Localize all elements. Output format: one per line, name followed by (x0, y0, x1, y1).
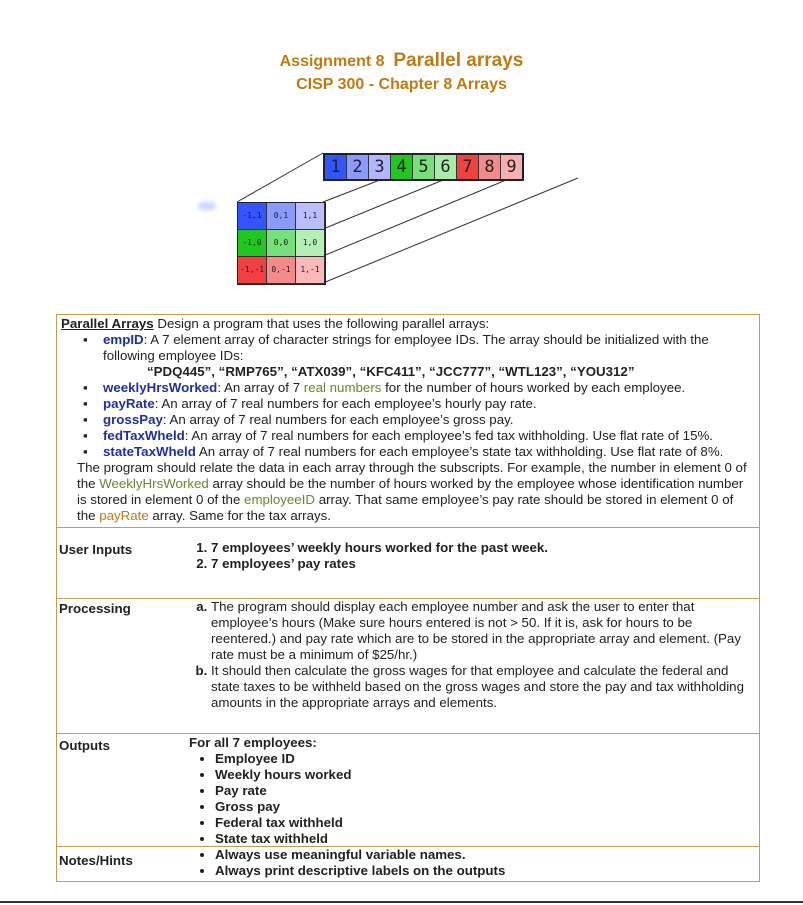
blue-smudge (198, 202, 216, 210)
weekly-keyword: weeklyHrsWorked (103, 380, 218, 395)
grid-cell: 1,-1 (296, 257, 325, 284)
processing-section (57, 599, 759, 734)
array-cell: 7 (457, 155, 479, 179)
one-dimensional-array (323, 153, 524, 181)
parallel-arrays-section (57, 315, 759, 528)
para-c: array. That same employee’s pay rate should be stored in element 0 of the (77, 492, 734, 523)
empid-description: : A 7 element array of character strings for employee IDs. The array should be initialized with the following employee IDs: (103, 332, 709, 363)
grosspay-keyword: grossPay (103, 412, 163, 427)
list-item: • Gross pay (215, 799, 759, 815)
employee-ids: “PDQ445”, “RMP765”, “ATX039”, “KFC411”, “JCC777”, “WTL123”, “YOU312” (147, 364, 635, 379)
weekly-highlight: real numbers (303, 380, 382, 395)
array-cell: 3 (369, 155, 391, 179)
outputs-section (57, 734, 759, 847)
assignment-table (56, 314, 760, 882)
notes-list (189, 847, 759, 879)
notes-label: Notes/Hints (59, 853, 133, 868)
assignment-number: Assignment 8 (279, 53, 385, 70)
weekly-desc-a: : An array of 7 (217, 380, 304, 395)
para-a: The program should relate the data in each array through the subscripts. For example, the number in element 0 of the (77, 460, 747, 491)
notes-section (57, 847, 759, 881)
array-cell: 1 (325, 155, 347, 179)
statetax-keyword: stateTaxWheld (103, 444, 196, 459)
user-inputs-label: User Inputs (59, 542, 133, 557)
grid-cell: 0,-1 (267, 257, 296, 284)
fedtax-keyword: fedTaxWheld (103, 428, 185, 443)
list-item: a. The program should display each employee number and ask the user to enter that employee’s hours (Make sure hours entered is not > 50. If it is, ask for hours to be reentered.) and pay rate which are to be stored in the appropriate array and element. (Pay rate must be a minimum of $25/hr.) (211, 599, 759, 663)
list-item (83, 332, 755, 380)
user-inputs-list (189, 540, 759, 572)
para-b: array should be the number of hours worked by the employee whose identification number is stored in element 0 of the (77, 476, 744, 507)
user-inputs-section (57, 528, 759, 599)
assignment-topic: Parallel arrays (393, 50, 524, 71)
list-item (83, 396, 755, 412)
list-item: • Federal tax withheld (215, 815, 759, 831)
array-cell: 2 (347, 155, 369, 179)
list-item: • Weekly hours worked (215, 767, 759, 783)
grid-cell: 0,0 (267, 230, 296, 257)
list-item: • Always print descriptive labels on the outputs (215, 863, 759, 879)
outputs-content (189, 734, 759, 846)
grid-cell: -1,-1 (238, 257, 267, 284)
weekly-desc-b: for the number of hours worked by each employee. (381, 380, 686, 395)
statetax-description: An array of 7 real numbers for each employee’s state tax withholding. Use flat rate of 8%. (195, 444, 724, 459)
outputs-heading: For all 7 employees: (189, 735, 317, 750)
array-cell: 8 (479, 155, 501, 179)
payrate-description: : An array of 7 real numbers for each employee’s hourly pay rate. (154, 396, 537, 411)
grid-cell: -1,1 (238, 203, 267, 230)
grid-cell: 0,1 (267, 203, 296, 230)
para-d: array. Same for the tax arrays. (148, 508, 331, 523)
list-item (83, 412, 755, 428)
payrate-keyword: payRate (103, 396, 155, 411)
list-item: • Pay rate (215, 783, 759, 799)
two-dimensional-grid (237, 202, 326, 285)
para-highlight-payrate: payRate (99, 508, 149, 523)
list-item: 1. 7 employees’ weekly hours worked for the past week. (211, 540, 759, 556)
array-list (61, 332, 755, 460)
grid-cell: 1,0 (296, 230, 325, 257)
fedtax-description: : An array of 7 real numbers for each employee’s fed tax withholding. Use flat rate of 15%. (184, 428, 713, 443)
list-item: • State tax withheld (215, 831, 759, 847)
parallel-arrays-heading: Parallel Arrays (61, 316, 154, 331)
grid-row (238, 230, 325, 257)
empid-keyword: empID (103, 332, 144, 347)
processing-content (189, 599, 759, 733)
array-cell: 5 (413, 155, 435, 179)
user-inputs-content (189, 528, 759, 598)
grosspay-description: : An array of 7 real numbers for each employee’s gross pay. (162, 412, 514, 427)
array-cell: 6 (435, 155, 457, 179)
para-highlight-weekly: WeeklyHrsWorked (99, 476, 209, 491)
array-cell: 9 (501, 155, 522, 179)
list-item: • Always use meaningful variable names. (215, 847, 759, 863)
notes-content (189, 847, 759, 881)
grid-row (238, 203, 325, 230)
grid-row (238, 257, 325, 284)
grid-cell: -1,0 (238, 230, 267, 257)
grid-cell: 1,1 (296, 203, 325, 230)
outputs-list (189, 751, 759, 847)
list-item: 2. 7 employees’ pay rates (211, 556, 759, 572)
outputs-label: Outputs (59, 738, 110, 753)
list-item: • Employee ID (215, 751, 759, 767)
processing-list (189, 599, 759, 711)
processing-label: Processing (59, 601, 131, 616)
relation-paragraph (61, 460, 755, 524)
parallel-arrays-intro: Design a program that uses the following parallel arrays: (157, 316, 490, 331)
para-highlight-employeeid: employeeID (244, 492, 315, 507)
page-bottom-rule (0, 901, 803, 903)
list-item: b. It should then calculate the gross wages for that employee and calculate the federal and state taxes to be withheld based on the gross wages and store the pay and tax withholding amounts in the appropriate arrays and elements. (211, 663, 759, 711)
list-item (83, 380, 755, 396)
course-subtitle: CISP 300 - Chapter 8 Arrays (296, 76, 507, 93)
list-item (83, 428, 755, 444)
array-cell: 4 (391, 155, 413, 179)
list-item (83, 444, 755, 460)
